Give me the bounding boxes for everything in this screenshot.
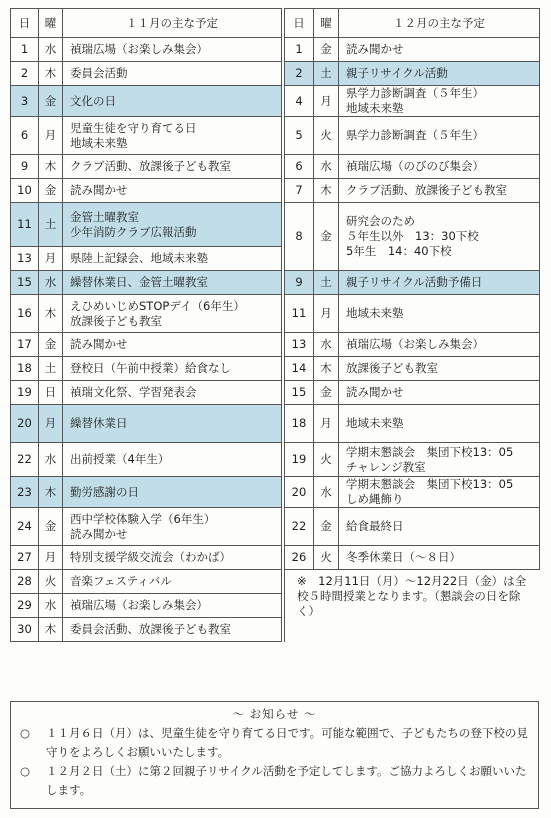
event-cell: [63, 508, 282, 546]
day-cell: 17: [11, 333, 39, 357]
event-cell: [63, 333, 282, 357]
dow-cell: 水: [39, 594, 63, 618]
dow-cell: 月: [39, 405, 63, 443]
dec-note: ※ 12月11日（月）～12月22日（金）は全校５時間授業となります。（懇談会の日を除く）: [297, 574, 527, 618]
bullet-icon: ○: [20, 764, 31, 778]
event-text: ５年生以外 13：30下校: [346, 229, 479, 243]
event-text: 読み聞かせ: [346, 42, 404, 56]
table-row: [11, 443, 540, 477]
event-text: 5年生 14：40下校: [346, 244, 452, 258]
dow-header: 曜: [314, 9, 339, 38]
dow-cell: 木: [39, 295, 63, 333]
dow-cell: 月: [314, 295, 339, 333]
dow-cell: 木: [39, 477, 63, 508]
dow-cell: 金: [39, 508, 63, 546]
event-cell: [63, 203, 282, 247]
dow-cell: 金: [314, 508, 339, 546]
dow-cell: 木: [39, 618, 63, 642]
table-row: [11, 357, 540, 381]
event-cell: [63, 247, 282, 271]
event-text: 勤労感謝の日: [70, 484, 139, 499]
day-cell: 6: [11, 117, 39, 155]
event-cell: [63, 546, 282, 570]
day-cell: 22: [11, 443, 39, 477]
table-row: [11, 62, 540, 86]
event-text: 地域未来塾: [346, 416, 404, 430]
event-text: 親子リサイクル活動: [346, 66, 448, 80]
table-row: [11, 333, 540, 357]
event-text: 読み聞かせ: [70, 337, 128, 351]
dow-cell: 木: [314, 179, 339, 203]
day-cell: 2: [285, 62, 314, 86]
event-cell: [339, 86, 540, 117]
day-cell: 27: [11, 546, 39, 570]
event-text: 登校日（午前中授業）給食なし: [70, 361, 231, 375]
day-cell: 5: [285, 117, 314, 155]
table-row: [11, 477, 540, 508]
event-cell: [339, 381, 540, 405]
notice-text: １２月２日（土）に第２回親子リサイクル活動を予定してします。ご協力よろしくお願いいたします。: [46, 764, 527, 797]
event-text: 繰替休業日、金管土曜教室: [70, 275, 208, 289]
event-text: 読み聞かせ: [70, 526, 128, 541]
event-text: 地域未来塾: [346, 101, 404, 115]
event-cell: [339, 477, 540, 508]
day-header: 日: [11, 9, 39, 38]
dow-cell: 火: [314, 443, 339, 477]
day-cell: 29: [11, 594, 39, 618]
event-text: 金管土曜教室: [70, 209, 139, 224]
nov-title: １１月の主な予定: [63, 9, 282, 38]
notice-item: [11, 724, 538, 762]
event-text: 県陸上記録会、地域未来塾: [70, 251, 208, 265]
day-header: 日: [285, 9, 314, 38]
event-cell: [63, 357, 282, 381]
day-cell: 24: [11, 508, 39, 546]
event-cell: [339, 117, 540, 155]
event-text: 学期末懇談会 集団下校13：05: [346, 444, 514, 459]
dow-cell: 水: [39, 38, 63, 62]
event-text: 県学力診断調査（５年生）: [346, 128, 484, 142]
day-cell: 18: [285, 405, 314, 443]
day-cell: 16: [11, 295, 39, 333]
dow-cell: 水: [314, 477, 339, 508]
day-cell: 9: [285, 271, 314, 295]
event-text: 学期末懇談会 集団下校13：05: [346, 477, 514, 491]
table-row: [11, 86, 540, 117]
event-text: 読み聞かせ: [346, 385, 404, 399]
dow-cell: 月: [39, 546, 63, 570]
dow-cell: 金: [39, 333, 63, 357]
event-text: 給食最終日: [346, 519, 404, 533]
notice-title: ～ お知らせ ～: [232, 707, 317, 721]
event-cell: [63, 477, 282, 508]
event-cell: [63, 38, 282, 62]
day-cell: 10: [11, 179, 39, 203]
notice-item: [11, 762, 538, 800]
day-cell: 20: [285, 477, 314, 508]
event-text: 親子リサイクル活動予備日: [346, 275, 483, 289]
event-text: しめ縄飾り: [346, 492, 404, 506]
event-text: 禎瑞文化祭、学習発表会: [70, 385, 197, 399]
event-text: 地域未来塾: [346, 306, 404, 320]
event-cell: [339, 179, 540, 203]
event-text: 地域未来塾: [70, 135, 128, 150]
day-cell: 13: [285, 333, 314, 357]
event-cell: [63, 405, 282, 443]
dec-title: １２月の主な予定: [339, 9, 540, 38]
event-text: クラブ活動、放課後子ども教室: [346, 183, 507, 197]
event-cell: [63, 117, 282, 155]
day-cell: 3: [11, 86, 39, 117]
event-cell: [339, 546, 540, 570]
event-cell: [63, 570, 282, 594]
event-text: 特別支援学級交流会（わかば）: [70, 550, 231, 564]
dow-cell: 月: [39, 247, 63, 271]
table-row: [11, 179, 540, 203]
event-cell: [339, 333, 540, 357]
event-text: 放課後子ども教室: [346, 361, 438, 375]
event-text: 繰替休業日: [70, 416, 128, 430]
event-cell: [339, 357, 540, 381]
event-text: 読み聞かせ: [70, 183, 128, 197]
table-row: [11, 155, 540, 179]
schedule-table: [10, 8, 540, 642]
day-cell: 22: [285, 508, 314, 546]
day-cell: 1: [11, 38, 39, 62]
event-text: 出前授業（4年生）: [70, 452, 170, 466]
event-cell: [339, 38, 540, 62]
table-row: [11, 203, 540, 247]
dow-cell: 金: [39, 86, 63, 117]
separator: [282, 247, 285, 271]
day-cell: 19: [11, 381, 39, 405]
event-cell: [63, 618, 282, 642]
dow-cell: 土: [39, 203, 63, 247]
dow-cell: 木: [314, 357, 339, 381]
event-text: 委員会活動、放課後子ども教室: [70, 622, 231, 636]
event-text: 冬季休業日（～８日）: [346, 550, 461, 564]
notice-box: [10, 701, 539, 809]
event-text: クラブ活動、放課後子ども教室: [70, 159, 231, 173]
day-cell: 14: [285, 357, 314, 381]
day-cell: 15: [11, 271, 39, 295]
event-text: 音楽フェスティバル: [70, 574, 172, 588]
event-cell: [63, 594, 282, 618]
event-text: 禎瑞広場（お楽しみ集会）: [70, 598, 208, 612]
dow-cell: 日: [39, 381, 63, 405]
dow-cell: 土: [314, 62, 339, 86]
dow-cell: 金: [314, 38, 339, 62]
event-cell: [63, 295, 282, 333]
table-row: [11, 570, 540, 594]
event-text: 禎瑞広場（お楽しみ集会）: [70, 42, 208, 56]
table-row: [11, 117, 540, 155]
dow-cell: 金: [314, 381, 339, 405]
day-cell: 20: [11, 405, 39, 443]
event-cell: [339, 405, 540, 443]
event-cell: [63, 179, 282, 203]
event-text: 文化の日: [70, 93, 116, 108]
event-cell: [63, 86, 282, 117]
event-cell: [339, 62, 540, 86]
separator: [282, 594, 285, 618]
event-text: 放課後子ども教室: [70, 313, 162, 328]
day-cell: 26: [285, 546, 314, 570]
event-cell: [339, 295, 540, 333]
event-text: 委員会活動: [70, 66, 128, 80]
dow-cell: 金: [314, 203, 339, 271]
dow-cell: 金: [39, 179, 63, 203]
event-cell: [63, 381, 282, 405]
table-row: [11, 546, 540, 570]
day-cell: 13: [11, 247, 39, 271]
table-row: [11, 271, 540, 295]
day-cell: 8: [285, 203, 314, 271]
day-cell: 30: [11, 618, 39, 642]
day-cell: 9: [11, 155, 39, 179]
event-text: 県学力診断調査（５年生）: [346, 86, 484, 100]
dow-cell: 火: [39, 570, 63, 594]
dow-cell: 月: [314, 86, 339, 117]
day-cell: 11: [11, 203, 39, 247]
separator: [282, 618, 285, 642]
table-row: [11, 381, 540, 405]
dow-cell: 土: [39, 357, 63, 381]
table-row: [11, 508, 540, 546]
event-cell: [339, 203, 540, 271]
day-cell: 18: [11, 357, 39, 381]
table-row: [11, 405, 540, 443]
dow-cell: 火: [314, 546, 339, 570]
day-cell: 4: [285, 86, 314, 117]
event-text: チャレンジ教室: [346, 459, 426, 474]
dow-cell: 水: [39, 271, 63, 295]
event-text: 禎瑞広場（のびのび集会）: [346, 159, 484, 173]
event-cell: [339, 443, 540, 477]
event-cell: [63, 155, 282, 179]
dow-cell: 木: [39, 62, 63, 86]
event-text: 研究会のため: [346, 214, 415, 228]
event-cell: [339, 155, 540, 179]
day-cell: 6: [285, 155, 314, 179]
day-cell: 19: [285, 443, 314, 477]
bullet-icon: ○: [20, 726, 31, 740]
day-cell: 15: [285, 381, 314, 405]
dow-cell: 月: [314, 405, 339, 443]
event-cell: [63, 443, 282, 477]
dow-cell: 木: [39, 155, 63, 179]
event-cell: [339, 508, 540, 546]
event-cell: [63, 62, 282, 86]
day-cell: 23: [11, 477, 39, 508]
dow-cell: 水: [39, 443, 63, 477]
day-cell: 7: [285, 179, 314, 203]
day-cell: 28: [11, 570, 39, 594]
day-cell: 11: [285, 295, 314, 333]
day-cell: 2: [11, 62, 39, 86]
dow-cell: 水: [314, 333, 339, 357]
header-row: [11, 9, 540, 38]
dow-cell: 月: [39, 117, 63, 155]
event-text: 児童生徒を守り育てる日: [70, 120, 197, 135]
table-row: [11, 295, 540, 333]
day-cell: 1: [285, 38, 314, 62]
event-text: 少年消防クラブ広報活動: [70, 224, 197, 239]
event-text: 西中学校体験入学（6年生）: [70, 511, 216, 526]
notice-text: １１月６日（月）は、児童生徒を守り育てる日です。可能な範囲で、子どもたちの登下校の見守りをよろしくお願いいたします。: [46, 726, 528, 759]
event-cell: [339, 271, 540, 295]
dow-cell: 土: [314, 271, 339, 295]
dow-header: 曜: [39, 9, 63, 38]
dow-cell: 火: [314, 117, 339, 155]
event-text: 禎瑞広場（お楽しみ集会）: [346, 337, 484, 351]
table-row: [11, 38, 540, 62]
dow-cell: 水: [314, 155, 339, 179]
event-cell: [63, 271, 282, 295]
event-text: えひめいじめSTOPデイ（6年生）: [70, 298, 245, 313]
